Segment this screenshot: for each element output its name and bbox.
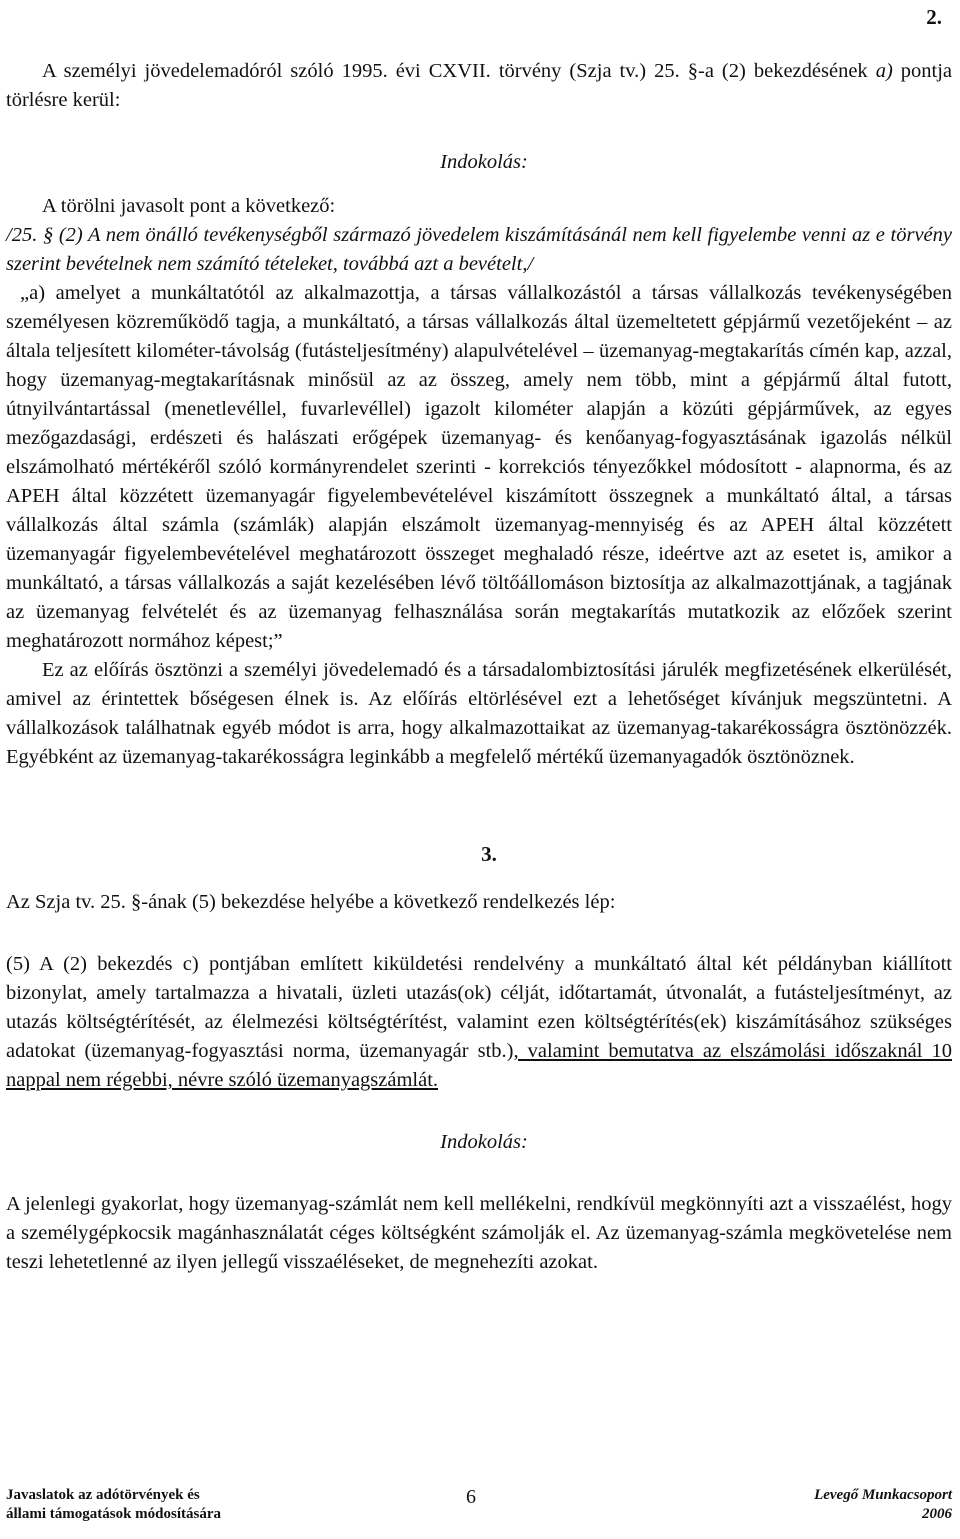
footer-organization xyxy=(814,1486,952,1524)
footer-organization-name: Levegő Munkacsoport xyxy=(814,1487,952,1503)
section-number: 2. xyxy=(926,5,942,29)
section-intro xyxy=(6,57,952,115)
quoted-law-intro: /25. § (2) A nem önálló tevékenységből származó jövedelem kiszámításánál nem kell figyelembe venni az e törvény szerint bevételnek nem számító tételeket, továbbá azt a bevételt,/ xyxy=(6,224,952,275)
amendment-new-text: , valamint bemutatva az elszámolási időszaknál 10 nappal nem régebbi, névre szóló üzemanyagszámlát. xyxy=(6,1040,952,1091)
amendment-text: (5) A (2) bekezdés c) pontjában említett kiküldetési rendelvény a munkáltató által két példányban kiállított bizonylat, amely tartalmazza a hivatali, üzleti utazás(ok) célját, időtartamát, útvonalát, a futásteljesítményt, az utazás költségtérítését, az élelmezési költségtérítést, valamint ezen költségtérítés(ek) kiszámításához szükséges adatokat (üzemanyag-fogyasztási norma, üzemanyagár stb.) xyxy=(6,953,952,1062)
proposal-line: A törölni javasolt pont a következő: xyxy=(42,195,336,217)
section-intro: Az Szja tv. 25. §-ának (5) bekezdése helyébe a következő rendelkezés lép: xyxy=(6,891,616,913)
document-page xyxy=(6,0,952,1277)
section-intro-point: a) xyxy=(875,60,893,82)
footer-year: 2006 xyxy=(922,1506,952,1522)
footer-title-line: állami támogatások módosítására xyxy=(6,1506,221,1522)
section-intro-end: pontja törlésre kerül: xyxy=(6,60,953,111)
amendment-paragraph xyxy=(6,950,952,1095)
footer-title-line: Javaslatok az adótörvények és xyxy=(6,1487,200,1503)
reasoning-paragraph: A jelenlegi gyakorlat, hogy üzemanyag-számlát nem kell mellékelni, rendkívül megkönnyíti azt a visszaélést, hogy a személygépkocsik magánhasználatát céges költségként számolják el. Az üzemanyag-számla megkövetelése nem teszi lehetetlenné az ilyen jellegű visszaéléseket, de megnehezíti azokat. xyxy=(6,1193,952,1273)
reasoning-heading: Indokolás: xyxy=(440,151,528,173)
page-number: 6 xyxy=(466,1486,476,1508)
reasoning-paragraph: Ez az előírás ösztönzi a személyi jövedelemadó és a társadalombiztosítási járulék megfizetésének elkerülését, amivel az érintettek bőségesen élnek is. Az előírás eltörlésével ezt a lehetőséget kívánjuk megszüntetni. A vállalkozások találhatnak egyéb módot is arra, hogy alkalmazottaikat az üzemanyag-takarékosságra ösztönözzék. Egyébként az üzemanyag-takarékosságra leginkább a megfelelő mértékű üzemanyagadók ösztönöznek. xyxy=(6,659,952,768)
footer-title xyxy=(6,1486,221,1524)
section-number: 3. xyxy=(481,842,497,866)
reasoning-heading: Indokolás: xyxy=(440,1131,528,1153)
quoted-law-body: „a) amelyet a munkáltatótól az alkalmazottja, a társas vállalkozástól a társas vállalkozás tevékenységében személyesen közreműködő tagja, a munkáltató, a társas vállalkozás által üzemeltetett gépjármű vezetőjeként – az általa teljesített kilométer-távolság (futásteljesítmény) alapulvételével – üzemanyag-megtakarítás címén kap, azzal, hogy üzemanyag-megtakarításnak minősül az az összeg, amely nem több, mint a gépjármű által futott, útnyilvántartással (menetlevéllel, fuvarlevéllel) igazolt kilométer alapján a közúti gépjárművek, az egyes mezőgazdasági, erdészeti és halászati erőgépek üzemanyag- és kenőanyag-fogyasztásának igazolás nélkül elszámolható mértékéről szóló kormányrendelet szerinti - korrekciós tényezőkkel módosított - alapnorma, és az APEH által közzétett üzemanyagár figyelembevételével kiszámított összegnek a munkáltató által, a társas vállalkozás által számla (számlák) alapján elszámolt üzemanyag-mennyiség és az APEH által közzétett üzemanyagár figyelembevételével meghatározott összeget meghaladó része, ideértve azt az esetet is, amikor a munkáltató, a társas vállalkozás a saját kezelésében lévő töltőállomáson biztosítja az alkalmazottjának, a tagjának az üzemanyag felvételét és az üzemanyag felhasználása során megtakarítás mutatkozik az előzőek szerint meghatározott normához képest;” xyxy=(6,282,952,652)
section-intro-text: A személyi jövedelemadóról szóló 1995. évi CXVII. törvény (Szja tv.) 25. §-a (2) bekezdésének xyxy=(42,60,868,82)
